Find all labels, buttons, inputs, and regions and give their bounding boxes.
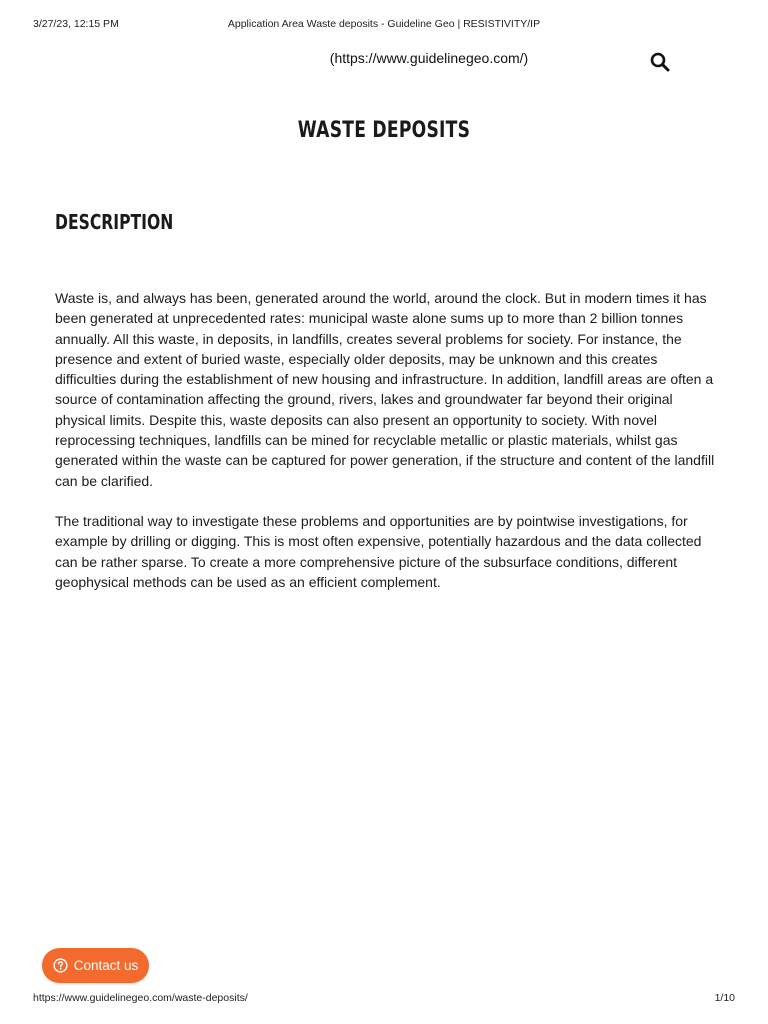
contact-us-label: Contact us bbox=[73, 958, 139, 973]
section-heading-description: DESCRIPTION bbox=[55, 210, 174, 234]
question-circle-icon bbox=[53, 958, 68, 973]
print-page-url: https://www.guidelinegeo.com/waste-deposits/ bbox=[33, 992, 248, 1004]
contact-us-button[interactable] bbox=[42, 948, 149, 983]
print-datetime: 3/27/23, 12:15 PM bbox=[33, 18, 119, 30]
print-document-title: Application Area Waste deposits - Guideline Geo | RESISTIVITY/IP bbox=[227, 18, 541, 30]
print-header bbox=[33, 18, 735, 32]
site-home-link[interactable]: (https://www.guidelinegeo.com/) bbox=[329, 50, 529, 66]
search-icon[interactable] bbox=[650, 52, 670, 72]
print-page-number: 1/10 bbox=[714, 992, 735, 1004]
page-title: WASTE DEPOSITS bbox=[297, 118, 471, 143]
description-paragraph-2: The traditional way to investigate these problems and opportunities are by pointwise investigations, for example by drilling or digging. This is most often expensive, potentially hazardous and the data collected can be rather sparse. To create a more comprehensive picture of the subsurface conditions, different geophysical methods can be used as an efficient complement. bbox=[55, 513, 702, 590]
description-paragraph-1: Waste is, and always has been, generated around the world, around the clock. But in modern times it has been generated at unprecedented rates: municipal waste alone sums up to more than 2 billion tonnes annually. All this waste, in deposits, in landfills, creates several problems for society. For instance, the presence and extent of buried waste, especially older deposits, may be unknown and this creates difficulties during the establishment of new housing and infrastructure. In addition, landfill areas are often a source of contamination affecting the ground, rivers, lakes and groundwater far beyond their original physical limits. Despite this, waste deposits can also present an opportunity to society. With novel reprocessing techniques, landfills can be mined for recyclable metallic or plastic materials, whilst gas generated within the waste can be captured for power generation, if the structure and content of the landfill can be clarified. bbox=[55, 290, 715, 489]
print-footer bbox=[33, 992, 735, 1006]
